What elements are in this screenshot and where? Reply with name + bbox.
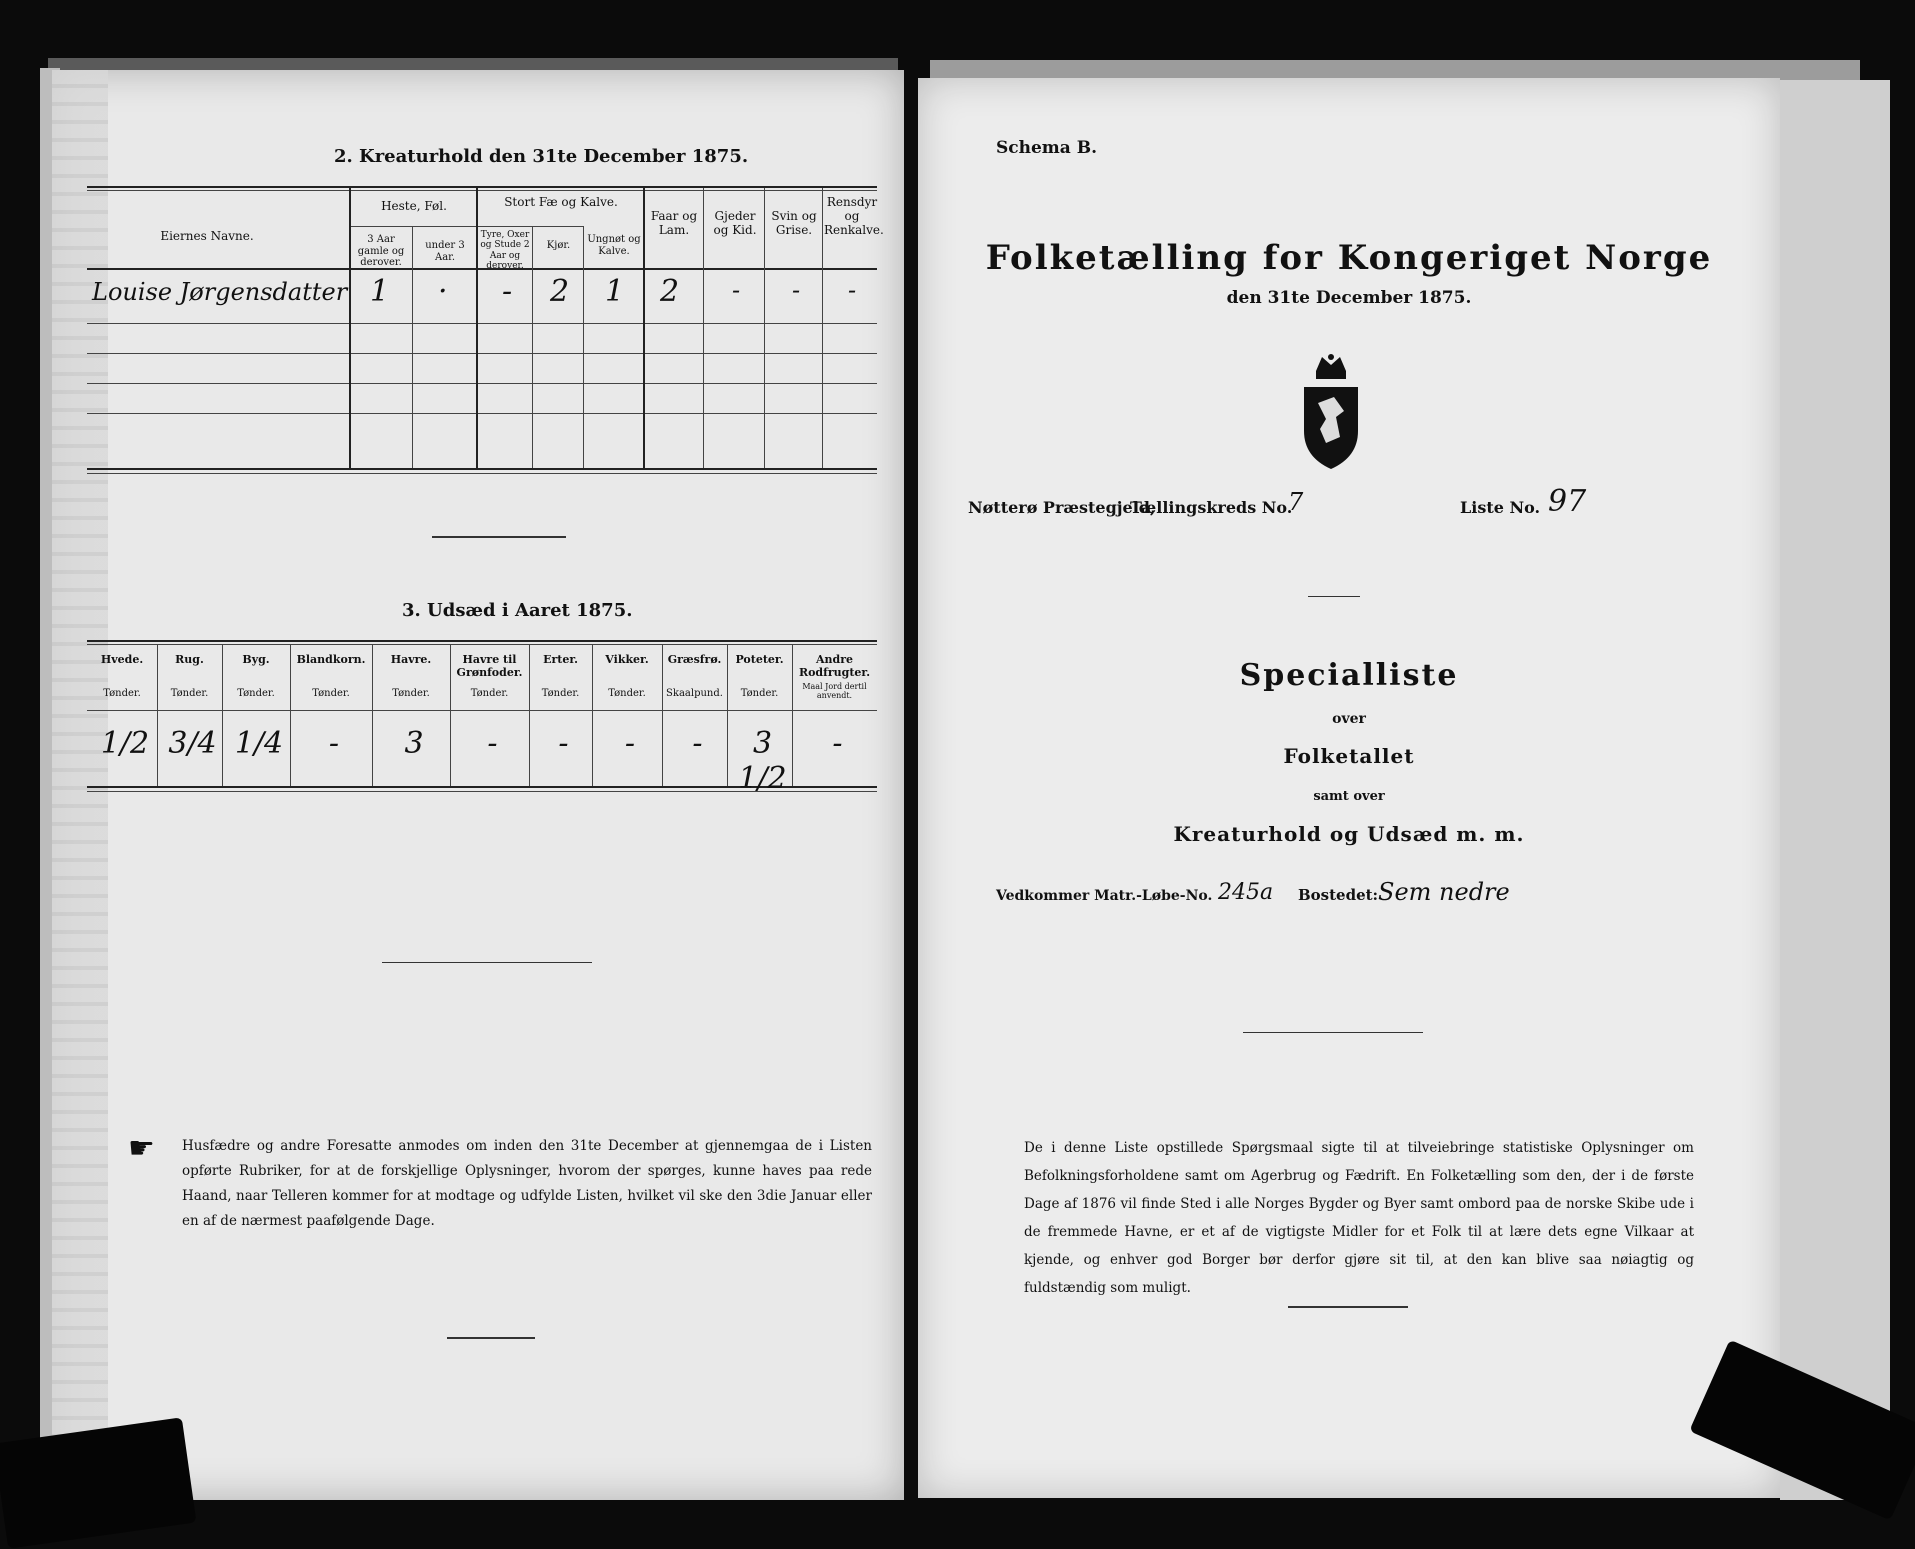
owner-name: Louise Jørgensdatter xyxy=(92,278,348,306)
young-cattle-header: Ungnøt og Kalve. xyxy=(587,234,641,257)
sowing-value: 1/4 xyxy=(234,726,284,761)
left-page xyxy=(52,70,904,1500)
section2-title: 2. Kreaturhold den 31te December 1875. xyxy=(334,146,749,167)
bosted-value: Sem nedre xyxy=(1378,878,1510,906)
bulls-value: - xyxy=(502,274,513,309)
sowing-column-name: Andre Rodfrugter. xyxy=(798,653,871,679)
sowing-value: 3/4 xyxy=(168,726,217,761)
horses-old-value: 1 xyxy=(370,274,390,309)
horses-young-value: · xyxy=(438,274,448,309)
cows-value: 2 xyxy=(550,274,570,309)
cattle-header: Stort Fæ og Kalve. xyxy=(504,195,618,209)
goats-value: - xyxy=(732,276,741,304)
horses-old-header: 3 Aar gamle og derover. xyxy=(357,234,405,268)
sowing-column-unit: Tønder. xyxy=(103,688,141,699)
sowing-value: 3 xyxy=(404,726,424,761)
sowing-value: - xyxy=(328,726,340,761)
date-line: den 31te December 1875. xyxy=(1226,288,1472,308)
pigs-value: - xyxy=(792,276,801,304)
pigs-header: Svin og Grise. xyxy=(771,209,817,237)
sowing-column-name: Byg. xyxy=(242,653,270,666)
horses-young-header: under 3 Aar. xyxy=(425,240,465,263)
bulls-header: Tyre, Oxer og Stude 2 Aar og derover. xyxy=(480,230,530,272)
schema-label: Schema B. xyxy=(996,138,1098,158)
sowing-column-name: Poteter. xyxy=(735,653,784,666)
reindeer-header: Rensdyr og Renkalve. xyxy=(824,195,884,237)
pointing-hand-icon: ☛ xyxy=(128,1131,155,1166)
list-label: Liste No. xyxy=(1460,498,1541,517)
matr-number: 245a xyxy=(1218,880,1274,905)
bosted-label: Bostedet: xyxy=(1298,886,1379,904)
divider xyxy=(447,1337,535,1339)
section3-title: 3. Udsæd i Aaret 1875. xyxy=(402,600,633,621)
sowing-value: 1/2 xyxy=(100,726,150,761)
divider xyxy=(382,962,592,963)
coat-of-arms xyxy=(1296,353,1366,473)
sowing-column-unit: Tønder. xyxy=(541,688,580,699)
goats-header: Gjeder og Kid. xyxy=(713,209,757,237)
sowing-value: - xyxy=(692,726,703,761)
notice-text: Husfædre og andre Foresatte anmodes om inden den 31te December at gjennemgaa de i Listen opførte Rubriker, for at de forskjellige Oplysninger, hvorom der spørges, kunne haves paa rede Haand, naar Telleren kommer for at modtage og udfylde Listen, hvilket vil ske den 3die Januar eller en af de nærmest paafølgende Dage. xyxy=(182,1138,872,1229)
sowing-value: - xyxy=(558,726,569,761)
sheep-value: 2 xyxy=(660,274,680,309)
sheep-header: Faar og Lam. xyxy=(650,209,698,237)
sowing-column-name: Græsfrø. xyxy=(667,653,722,666)
main-title: Folketælling for Kongeriget Norge xyxy=(985,238,1713,278)
reindeer-value: - xyxy=(848,276,857,304)
sowing-column-name: Havre. xyxy=(390,653,432,666)
sowing-column-unit: Tønder. xyxy=(170,688,209,699)
over-text: over xyxy=(1332,711,1366,727)
samt-over-text: samt over xyxy=(1313,789,1385,804)
sowing-column-name: Blandkorn. xyxy=(296,653,366,666)
clip-left xyxy=(0,1417,196,1548)
sowing-value: - xyxy=(832,726,843,761)
divider xyxy=(1243,1032,1423,1033)
sowing-value: - xyxy=(624,726,636,761)
sowing-column-unit: Tønder. xyxy=(608,688,646,699)
specialliste-title: Specialliste xyxy=(1239,658,1459,693)
district-label: Tællingskreds No. xyxy=(1130,498,1293,517)
sowing-column-unit: Maal Jord dertil anvendt. xyxy=(802,682,867,701)
divider xyxy=(1288,1306,1408,1308)
sowing-column-name: Vikker. xyxy=(605,653,649,666)
sowing-column-unit: Skaalpund. xyxy=(666,688,723,699)
sowing-column-name: Erter. xyxy=(543,653,578,666)
young-cattle-value: 1 xyxy=(605,274,625,309)
matr-label: Vedkommer Matr.-Løbe-No. xyxy=(996,888,1213,904)
sowing-column-unit: Tønder. xyxy=(740,688,779,699)
folketallet-text: Folketallet xyxy=(1283,744,1415,768)
divider xyxy=(432,536,566,538)
sowing-column-name: Hvede. xyxy=(100,653,144,666)
sowing-value: 3 1/2 xyxy=(738,726,787,796)
sowing-column-name: Havre til Grønfoder. xyxy=(456,653,523,679)
right-outer-edge xyxy=(1780,80,1890,1500)
district-number: 7 xyxy=(1288,488,1304,516)
sowing-value: - xyxy=(487,726,498,761)
kreaturhold-text: Kreaturhold og Udsæd m. m. xyxy=(1173,822,1525,846)
horses-header: Heste, Føl. xyxy=(381,199,447,213)
sowing-column-unit: Tønder. xyxy=(312,688,350,699)
right-page xyxy=(918,78,1780,1498)
owner-header: Eiernes Navne. xyxy=(160,229,254,243)
parish-label: Nøtterø Præstegjeld, xyxy=(968,498,1156,517)
cows-header: Kjør. xyxy=(546,240,571,251)
divider xyxy=(1308,596,1360,597)
sowing-column-unit: Tønder. xyxy=(392,688,430,699)
sowing-column-unit: Tønder. xyxy=(237,688,275,699)
sowing-column-name: Rug. xyxy=(175,653,204,666)
list-number: 97 xyxy=(1548,484,1587,519)
info-paragraph: De i denne Liste opstillede Spørgsmaal sigte til at tilveiebringe statistiske Oplysninger om Befolkningsforholdene samt om Agerbrug og Fædrift. En Folketælling som den, der i de første Dage af 1876 vil finde Sted i alle Norges Bygder og Byer samt ombord paa de norske Skibe ude i de fremmede Havne, er et af de vigtigste Midler for et Folk til at lære dets egne Vilkaar at kjende, og enhver god Borger bør derfor gjøre sit til, at den kan blive saa nøiagtig og fuldstændig som muligt. xyxy=(1024,1140,1694,1296)
sowing-column-unit: Tønder. xyxy=(470,688,509,699)
